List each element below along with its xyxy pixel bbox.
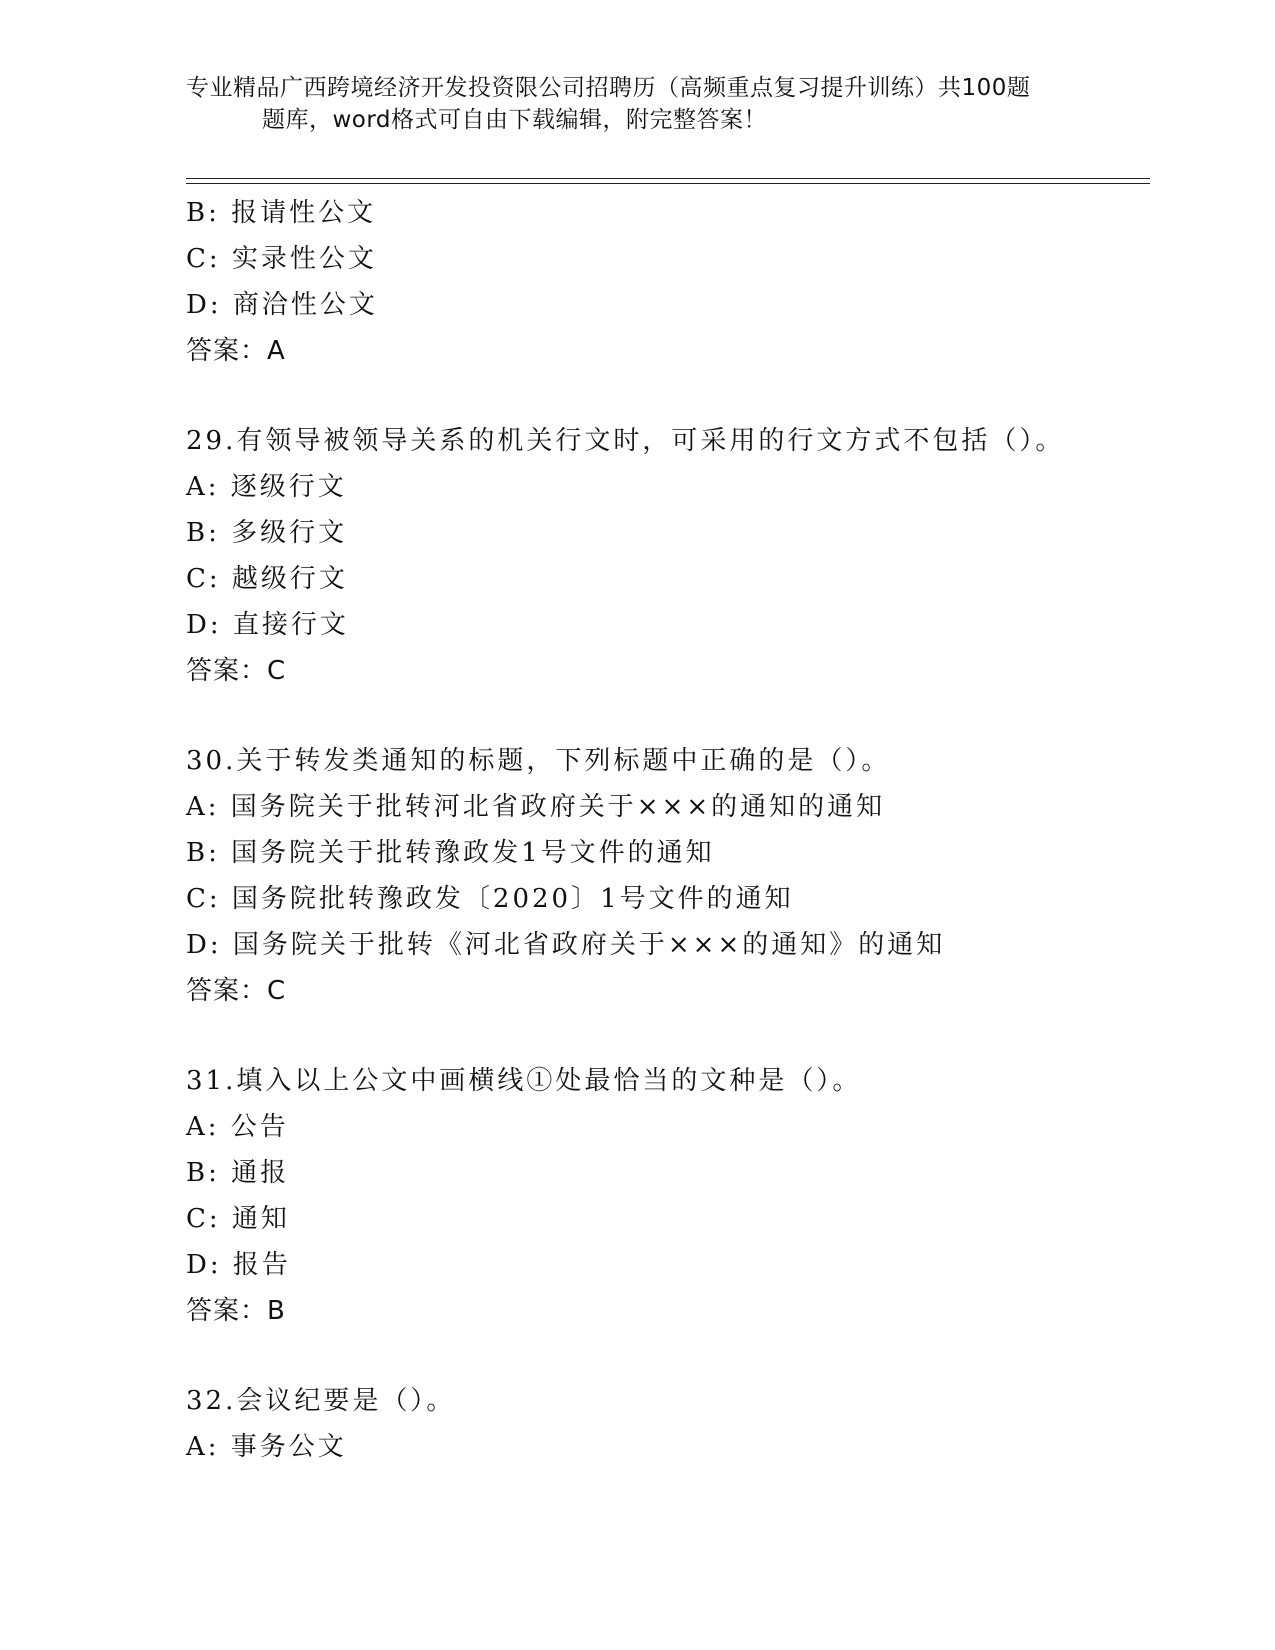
question-text: 31.填入以上公文中画横线①处最恰当的文种是（）。	[186, 1066, 862, 1096]
header-rule-top	[186, 178, 1150, 179]
option-b: B: 报请性公文	[186, 198, 377, 228]
question-text: 30.关于转发类通知的标题，下列标题中正确的是（）。	[186, 746, 891, 776]
question-block-prev	[186, 190, 1150, 374]
option-c: C: 通知	[186, 1204, 290, 1234]
question-text: 29.有领导被领导关系的机关行文时，可采用的行文方式不包括（）。	[186, 426, 1065, 456]
option-b: B: 多级行文	[186, 518, 348, 548]
question-block-29	[186, 418, 1150, 694]
question-block-31	[186, 1058, 1150, 1334]
option-b: B: 通报	[186, 1158, 290, 1188]
question-block-32	[186, 1378, 1150, 1470]
option-a: A: 逐级行文	[186, 472, 347, 502]
option-d: D: 报告	[186, 1250, 291, 1280]
document-header	[186, 72, 1086, 136]
option-d: D: 商洽性公文	[186, 290, 378, 320]
answer: 答案：C	[186, 976, 287, 1006]
header-rule-bottom	[186, 183, 1150, 184]
answer: 答案：C	[186, 656, 287, 686]
answer: 答案：A	[186, 336, 286, 366]
question-text: 32.会议纪要是（）。	[186, 1386, 456, 1416]
header-title-line1: 专业精品广西跨境经济开发投资限公司招聘历（高频重点复习提升训练）共100题	[186, 75, 1031, 101]
option-c: C: 越级行文	[186, 564, 348, 594]
option-d: D: 国务院关于批转《河北省政府关于×××的通知》的通知	[186, 930, 946, 960]
answer: 答案：B	[186, 1296, 286, 1326]
option-d: D: 直接行文	[186, 610, 349, 640]
question-block-30	[186, 738, 1150, 1014]
header-title-line2: 题库，word格式可自由下载编辑，附完整答案！	[262, 107, 768, 133]
option-c: C: 国务院批转豫政发〔2020〕1号文件的通知	[186, 884, 794, 914]
option-a: A: 公告	[186, 1112, 289, 1142]
option-c: C: 实录性公文	[186, 244, 377, 274]
option-a: A: 事务公文	[186, 1432, 347, 1462]
question-content	[186, 190, 1150, 1470]
option-b: B: 国务院关于批转豫政发1号文件的通知	[186, 838, 715, 868]
option-a: A: 国务院关于批转河北省政府关于×××的通知的通知	[186, 792, 886, 822]
